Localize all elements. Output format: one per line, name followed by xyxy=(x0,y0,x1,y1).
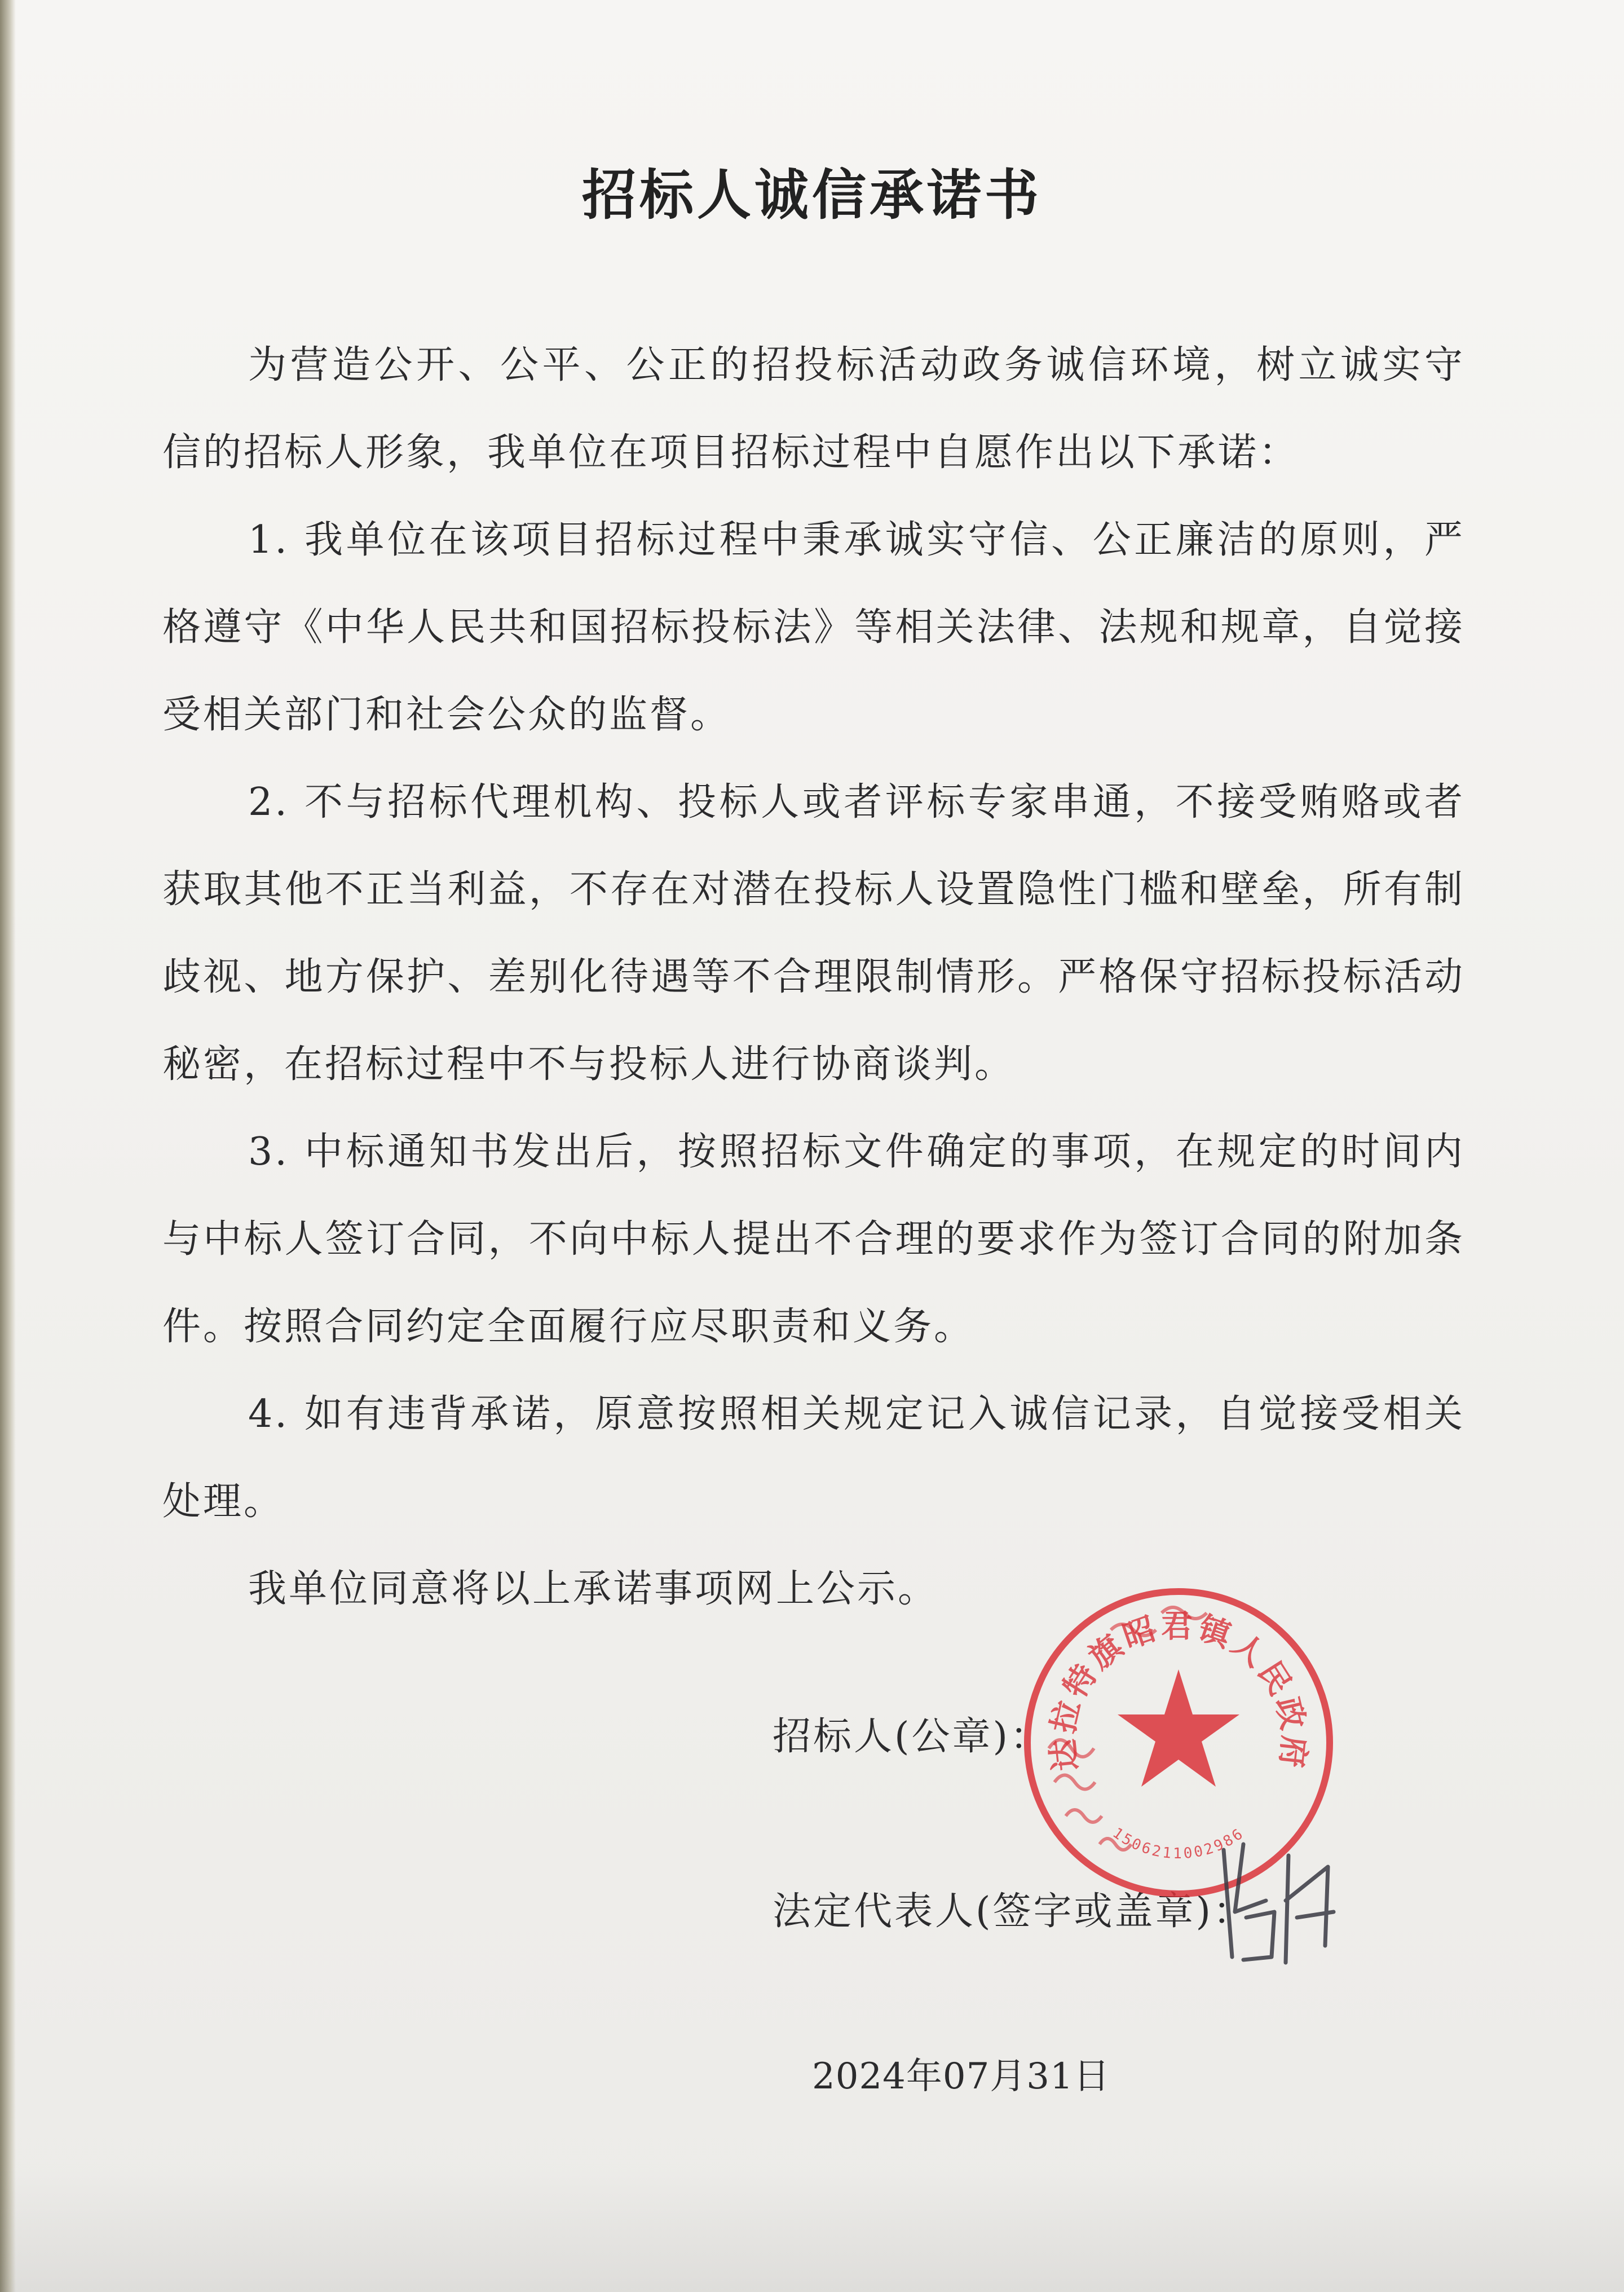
paper-shading xyxy=(0,2168,1624,2292)
date: 2024年07月31日 xyxy=(812,2056,1110,2097)
tenderer-seal-label: 招标人(公章)： xyxy=(773,1714,1051,1759)
commitment-1: 1. 我单位在该项目招标过程中秉承诚实守信、公正廉洁的原则，严格遵守《中华人民共和国招标投标法》等相关法律、法规和规章，自觉接受相关部门和社会公众的监督。 xyxy=(162,518,1465,737)
seal-code: 1506211002986 xyxy=(1109,1824,1248,1863)
paper-edge-shadow xyxy=(0,0,16,2292)
document-title: 招标人诚信承诺书 xyxy=(582,164,1042,227)
commitment-4: 4. 如有违背承诺，原意按照相关规定记入诚信记录，自觉接受相关处理。 xyxy=(162,1392,1465,1524)
seal-text: 达拉特旗昭君镇人民政府 xyxy=(1044,1608,1313,1773)
document-body xyxy=(162,321,1465,1633)
legal-representative-label: 法定代表人(签字或盖章)： xyxy=(773,1889,1254,1934)
handwritten-signature xyxy=(1212,1833,1342,1980)
intro-paragraph: 为营造公开、公平、公正的招投标活动政务诚信环境，树立诚实守信的招标人形象，我单位在项目招标过程中自愿作出以下承诺： xyxy=(162,343,1465,475)
publication-statement: 我单位同意将以上承诺事项网上公示。 xyxy=(248,1567,939,1611)
commitment-2: 2. 不与招标代理机构、投标人或者评标专家串通，不接受贿赂或者获取其他不正当利益，不存在对潜在投标人设置隐性门槛和壁垒，所有制歧视、地方保护、差别化待遇等不合理限制情形。严格保守招标投标活动秘密，在招标过程中不与投标人进行协商谈判。 xyxy=(162,780,1465,1087)
commitment-3: 3. 中标通知书发出后，按照招标文件确定的事项，在规定的时间内与中标人签订合同，不向中标人提出不合理的要求作为签订合同的附加条件。按照合同约定全面履行应尽职责和义务。 xyxy=(162,1130,1465,1349)
star-icon xyxy=(1118,1669,1239,1787)
